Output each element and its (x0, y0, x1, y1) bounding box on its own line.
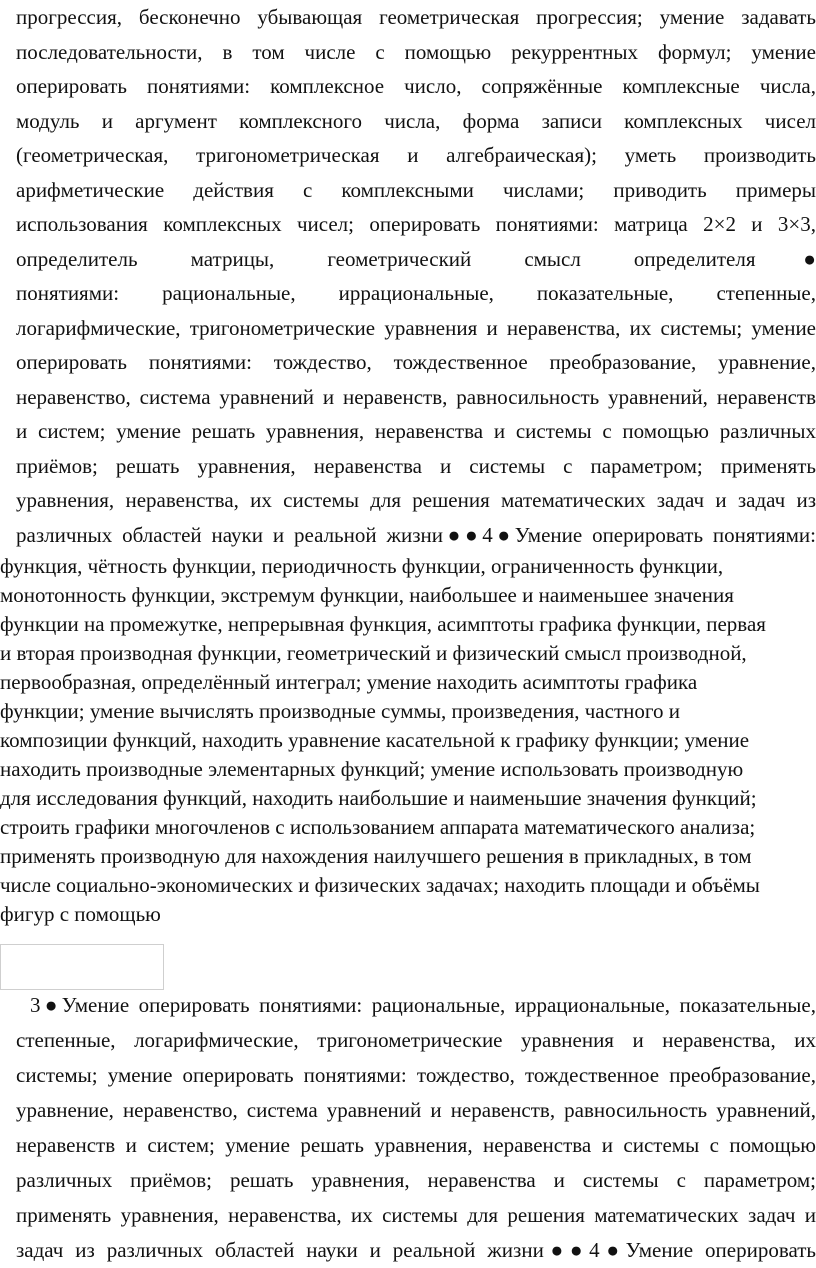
text-line: для исследования функций, находить наибольшие и наименьшие значения функций; (0, 786, 757, 810)
paragraph-functions (0, 552, 816, 929)
text-line: монотонность функции, экстремум функции, наибольшее и наименьшее значения (0, 583, 734, 607)
text-line: и систем; умение решать уравнения, неравенства и системы с помощью различных (16, 419, 816, 443)
text-line: применять производную для нахождения наилучшего решения в прикладных, в том (0, 844, 752, 868)
text-line: применять уравнения, неравенства, их системы для решения математических задач и (16, 1203, 816, 1227)
text-line: (геометрическая, тригонометрическая и алгебраическая); уметь производить (16, 143, 816, 167)
text-line: фигур с помощью (0, 902, 161, 926)
empty-cell-frame (0, 944, 164, 990)
text-line: использования комплексных чисел; оперировать понятиями: матрица 2×2 и 3×3, (16, 212, 816, 236)
text-line: определитель матрицы, геометрический смысл определителя● (16, 246, 816, 271)
text-line: оперировать понятиями: комплексное число, сопряжённые комплексные числа, (16, 74, 816, 98)
text-line: уравнение, неравенство, система уравнений и неравенств, равносильность уравнений, (16, 1098, 816, 1122)
paragraph-complex-numbers (16, 0, 816, 552)
text-line: арифметические действия с комплексными числами; приводить примеры (16, 177, 816, 202)
text-line: приёмов; решать уравнения, неравенства и системы с параметром; применять (16, 453, 816, 478)
text-line: строить графики многочленов с использованием аппарата математического анализа; (0, 815, 756, 839)
text-line: уравнения, неравенства, их системы для решения математических задач и задач из (16, 488, 816, 512)
text-line: оперировать понятиями: тождество, тождественное преобразование, уравнение, (16, 350, 816, 374)
text-line: степенные, логарифмические, тригонометрические уравнения и неравенства, их (16, 1028, 816, 1052)
text-line: задач из различных областей науки и реальной жизни●●4●Умение оперировать (16, 1238, 816, 1262)
text-line: композиции функций, находить уравнение касательной к графику функции; умение (0, 728, 750, 752)
text-line: различных областей науки и реальной жизни●●4●Умение оперировать понятиями: (16, 522, 816, 547)
text-line: и вторая производная функции, геометрический и физический смысл производной, (0, 641, 747, 665)
text-line: различных приёмов; решать уравнения, неравенства и системы с параметром; (16, 1168, 816, 1192)
text-line: прогрессия, бесконечно убывающая геометрическая прогрессия; умение задавать (16, 5, 816, 29)
text-line: последовательности, в том числе с помощью рекуррентных формул; умение (16, 39, 816, 64)
text-line: первообразная, определённый интеграл; умение находить асимптоты графика (0, 670, 698, 694)
text-line: функции на промежутке, непрерывная функция, асимптоты графика функции, первая (0, 612, 766, 636)
text-line: числе социально-экономических и физических задачах; находить площади и объёмы (0, 873, 760, 897)
text-line: логарифмические, тригонометрические уравнения и неравенства, их системы; умение (16, 315, 816, 340)
paragraph-equations (16, 988, 816, 1268)
text-line: неравенств и систем; умение решать уравнения, неравенства и системы с помощью (16, 1133, 816, 1157)
text-line: функции; умение вычислять производные суммы, произведения, частного и (0, 699, 680, 723)
text-line: находить производные элементарных функций; умение использовать производную (0, 757, 744, 781)
text-line: понятиями: рациональные, иррациональные, показательные, степенные, (16, 281, 816, 305)
text-line: модуль и аргумент комплексного числа, форма записи комплексных чисел (16, 108, 816, 133)
text-line: неравенство, система уравнений и неравенств, равносильность уравнений, неравенств (16, 384, 816, 409)
text-line: системы; умение оперировать понятиями: тождество, тождественное преобразование, (16, 1063, 816, 1087)
text-line: функция, чётность функции, периодичность функции, ограниченность функции, (0, 554, 724, 578)
text-line: 3●Умение оперировать понятиями: рациональные, иррациональные, показательные, (30, 993, 816, 1017)
